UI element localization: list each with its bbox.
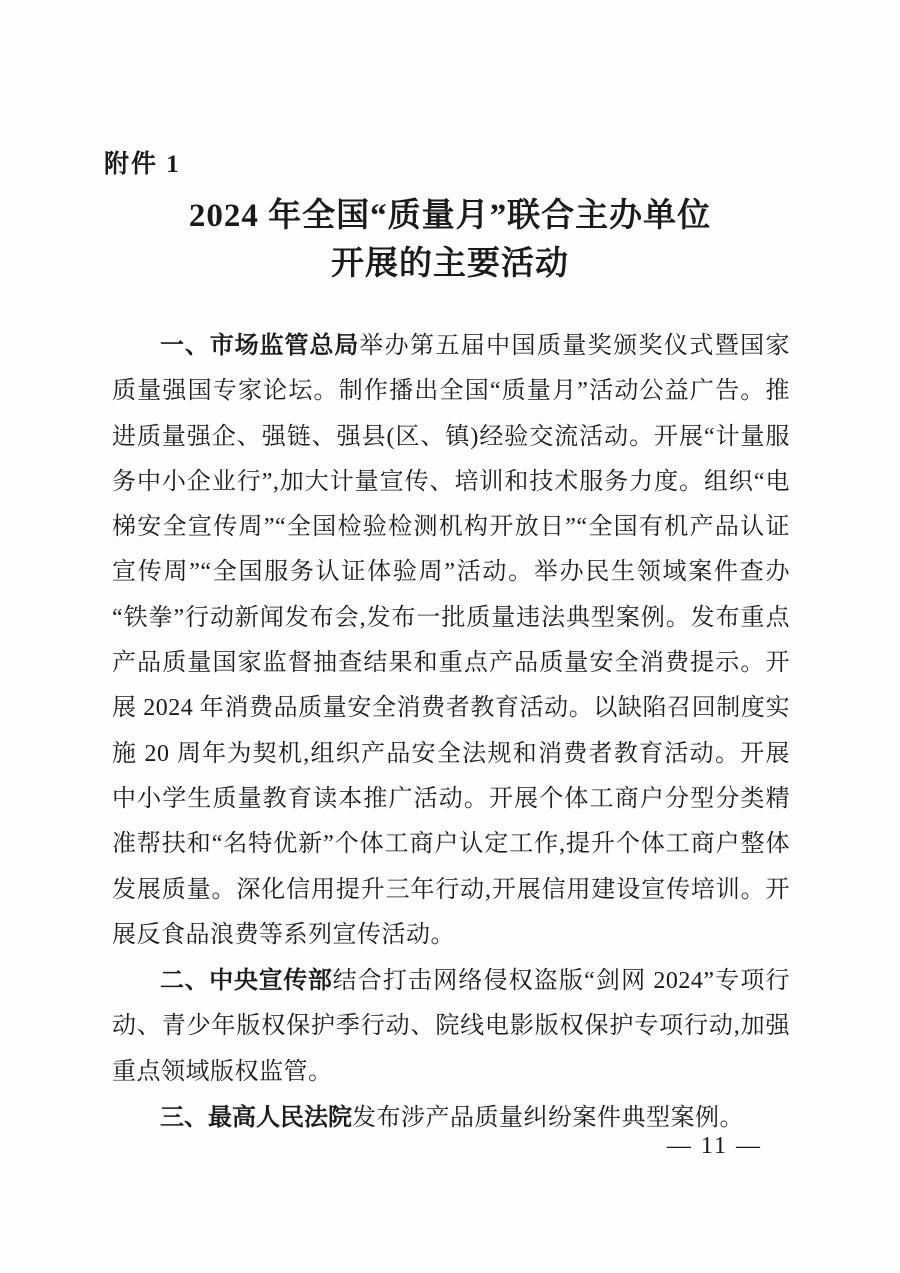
document-body xyxy=(112,323,790,1141)
paragraph-2-text: 结合打击网络侵权盗版“剑网 2024”专项行动、青少年版权保护季行动、院线电影版权保护专项行动,加强重点领域版权监管。 xyxy=(112,968,790,1085)
paragraph-3-text: 发布涉产品质量纠纷案件典型案例。 xyxy=(352,1105,744,1132)
paragraph-1-text: 举办第五届中国质量奖颁奖仪式暨国家质量强国专家论坛。制作播出全国“质量月”活动公益广告。推进质量强企、强链、强县(区、镇)经验交流活动。开展“计量服务中小企业行”,加大计量宣传、培训和技术服务力度。组织“电梯安全宣传周”“全国检验检测机构开放日”“全国有机产品认证宣传周”“全国服务认证体验周”活动。举办民生领域案件查办“铁拳”行动新闻发布会,发布一批质量违法典型案例。发布重点产品质量国家监督抽查结果和重点产品质量安全消费提示。开展 2024 年消费品质量安全消费者教育活动。以缺陷召回制度实施 20 周年为契机,组织产品安全法规和消费者教育活动。开展中小学生质量教育读本推广活动。开展个体工商户分型分类精准帮扶和“名特优新”个体工商户认定工作,提升个体工商户整体发展质量。深化信用提升三年行动,开展信用建设宣传培训。开展反食品浪费等系列宣传活动。 xyxy=(112,333,791,948)
document-title xyxy=(0,192,900,288)
document-title-line-1: 2024 年全国“质量月”联合主办单位 xyxy=(188,198,712,234)
attachment-label: 附件 1 xyxy=(104,151,181,178)
paragraph-2 xyxy=(112,958,790,1095)
paragraph-1 xyxy=(112,323,790,958)
paragraph-1-lead: 一、市场监管总局 xyxy=(160,332,360,359)
document-title-line-2: 开展的主要活动 xyxy=(331,246,569,282)
paragraph-3-lead: 三、最高人民法院 xyxy=(160,1104,352,1132)
paragraph-2-lead: 二、中央宣传部 xyxy=(160,967,333,995)
page-number: — 11 — xyxy=(666,1133,762,1159)
